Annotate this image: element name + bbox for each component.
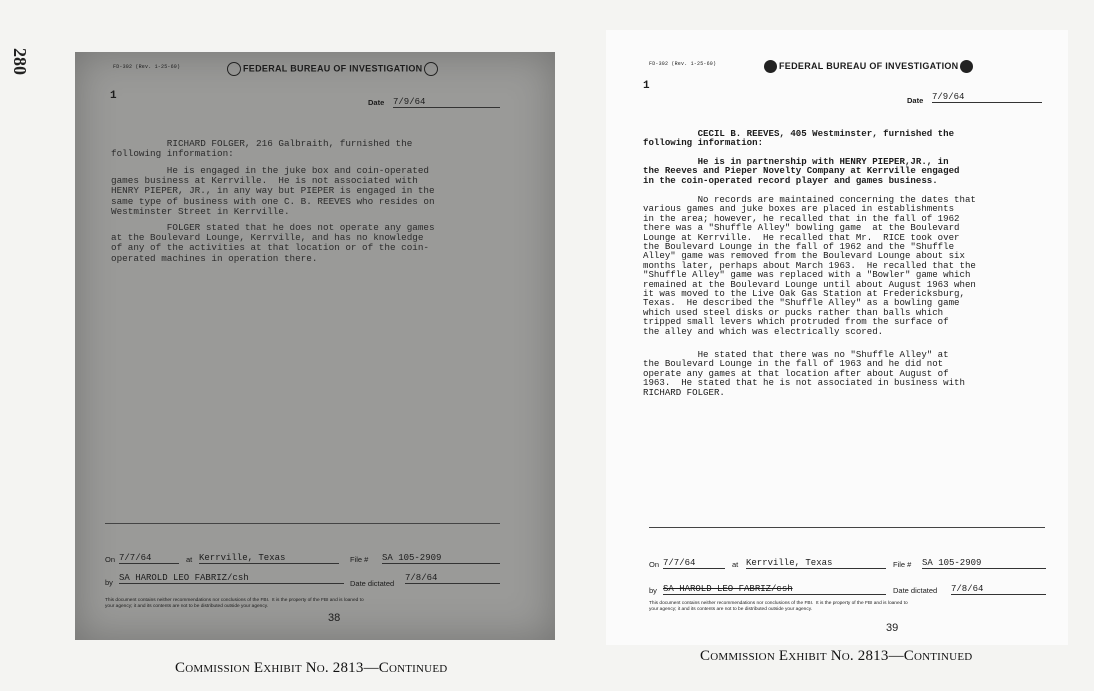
page-number: 38 (328, 612, 341, 624)
form-code: FD-302 (Rev. 1-25-60) (113, 64, 181, 70)
dictated-date: 7/8/64 (405, 573, 500, 584)
on-date: 7/7/64 (663, 558, 725, 569)
file-number: SA 105-2909 (922, 558, 1046, 569)
disclaimer-fine-print: This document contains neither recommendations nor conclusions of the FBI. It is the property of the FBI and is loaned to your agency; it and its contents are not to be distributed outside your agency. (649, 601, 908, 612)
right-document-page (606, 30, 1068, 645)
by-label: by (649, 586, 657, 595)
paragraph: No records are maintained concerning the dates that various games and juke boxes are placed in establishments in the area; however, he recalled that in the fall of 1962 there was a "Shuffle Alley" bowling game at the Boulevard Lounge at Kerrville. He recalled that Mr. RICE took over the Boulevard Lounge in the fall of 1962 and the "Shuffle Alley" game was removed from the Boulevard Lounge about six months later, perhaps about March 1963. He recalled that the "Shuffle Alley" game was replaced with a "Bowler" game which remained at the Boulevard Lounge until about August 1963 when it was moved to the Live Oak Gas Station at Fredericksburg, Texas. He described the "Shuffle Alley" as a bowling game which used steel disks or pucks rather than balls which tripped small levers which protruded from the surface of the alley and which was electrically scored. (643, 194, 976, 337)
fbi-seal-icon (960, 60, 973, 73)
page-mark: 1 (110, 90, 117, 102)
bureau-header: FEDERAL BUREAU OF INVESTIGATION (225, 62, 440, 76)
file-label: File # (893, 560, 912, 569)
by-agent: SA HAROLD LEO FABRIZ/csh (663, 584, 886, 595)
paragraph: FOLGER stated that he does not operate any games at the Boulevard Lounge, Kerrville, and has no knowledge of any of the activities at that location or of the coin- operated machines in operation there. (111, 222, 435, 264)
by-label: by (105, 578, 113, 587)
exhibit-caption: Commission Exhibit No. 2813—Continued (700, 648, 973, 664)
date-value: 7/9/64 (932, 92, 1042, 103)
form-code: FD-302 (Rev. 1-25-60) (649, 61, 717, 67)
at-label: at (732, 560, 739, 569)
exhibit-caption: Commission Exhibit No. 2813—Continued (175, 660, 448, 676)
dictated-label: Date dictated (350, 579, 395, 588)
dictated-label: Date dictated (893, 586, 938, 595)
fbi-seal-icon (424, 62, 438, 76)
on-label: On (649, 560, 660, 569)
paragraph: CECIL B. REEVES, 405 Westminster, furnished the following information: (643, 128, 955, 149)
at-label: at (186, 555, 193, 564)
date-value: 7/9/64 (393, 97, 500, 108)
at-location: Kerrville, Texas (199, 553, 339, 564)
bureau-header: FEDERAL BUREAU OF INVESTIGATION (762, 60, 975, 73)
margin-page-number: 280 (10, 48, 30, 75)
dictated-date: 7/8/64 (951, 584, 1046, 595)
paragraph: He stated that there was no "Shuffle Alley" at the Boulevard Lounge in the fall of 1963 and he did not operate any games at that location after about August of 1963. He stated that he is not associated in business with RICHARD FOLGER. (643, 349, 965, 398)
file-label: File # (350, 555, 369, 564)
paragraph: He is in partnership with HENRY PIEPER,JR., in the Reeves and Pieper Novelty Company at Kerrville engaged in the coin-operated record player and games business. (643, 156, 960, 186)
footer-divider (105, 523, 500, 524)
fbi-seal-icon (764, 60, 777, 73)
disclaimer-fine-print: This document contains neither recommendations nor conclusions of the FBI. It is the property of the FBI and is loaned to your agency; it and its contents are not to be distributed outside your agency. (105, 598, 364, 609)
paragraph: RICHARD FOLGER, 216 Galbraith, furnished the following information: (111, 138, 413, 160)
left-document-page (75, 52, 555, 640)
paragraph: He is engaged in the juke box and coin-operated games business at Kerrville. He is not associated with HENRY PIEPER, JR., in any way but PIEPER is engaged in the same type of business with one C. B. REEVES who resides on Westminster Street in Kerrville. (111, 165, 435, 217)
date-label: Date (368, 98, 385, 107)
date-label: Date (907, 96, 924, 105)
by-agent: SA HAROLD LEO FABRIZ/csh (119, 573, 344, 584)
page-mark: 1 (643, 80, 650, 92)
page-number: 39 (886, 622, 899, 634)
on-label: On (105, 555, 116, 564)
footer-divider (649, 527, 1045, 528)
on-date: 7/7/64 (119, 553, 179, 564)
at-location: Kerrville, Texas (746, 558, 886, 569)
fbi-seal-icon (227, 62, 241, 76)
file-number: SA 105-2909 (382, 553, 500, 564)
